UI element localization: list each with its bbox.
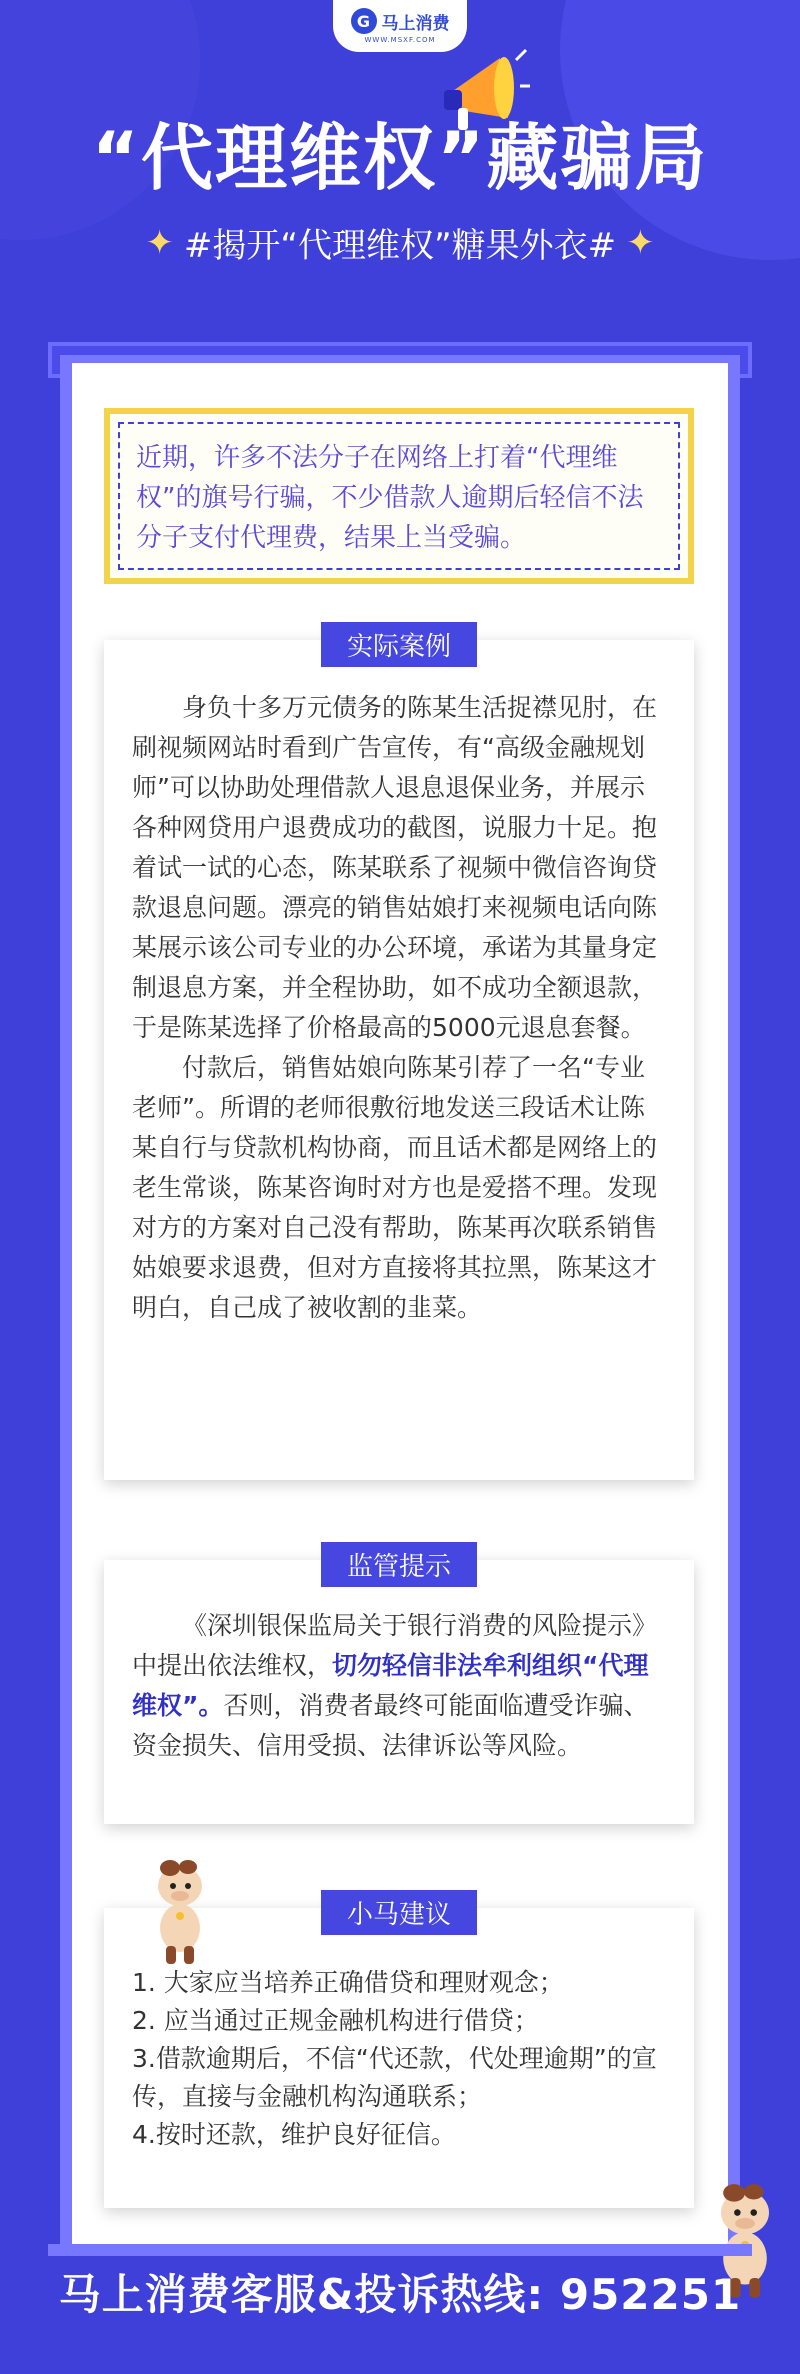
brand-url: WWW.MSXF.COM	[364, 36, 436, 44]
regulatory-section	[104, 1552, 694, 1824]
advice-item: 3.借款逾期后，不信“代还款，代处理逾期”的宣传，直接与金融机构沟通联系；	[132, 2044, 657, 2111]
case-section-tag: 实际案例	[321, 622, 477, 667]
case-paragraph: 付款后，销售姑娘向陈某引荐了一名“专业老师”。所谓的老师很敷衍地发送三段话术让陈某自行与贷款机构协商，而且话术都是网络上的老生常谈，陈某咨询时对方也是爱搭不理。发现对方的方案对自己没有帮助，陈某再次联系销售姑娘要求退费，但对方直接将其拉黑，陈某这才明白，自己成了被收割的韭菜。	[132, 1053, 658, 1322]
sparkle-star-icon: ✦	[626, 222, 655, 263]
regulatory-text	[132, 1606, 666, 1766]
advice-item: 4.按时还款，维护良好征信。	[132, 2120, 456, 2149]
regulatory-text-after: 否则，消费者最终可能面临遭受诈骗、资金损失、信用受损、法律诉讼等风险。	[132, 1691, 649, 1760]
advice-section-tag: 小马建议	[321, 1890, 477, 1935]
case-section	[104, 632, 694, 1480]
brand-logo-icon: G	[351, 8, 377, 34]
advice-item: 1. 大家应当培养正确借贷和理财观念；	[132, 1968, 564, 1997]
regulatory-section-tag: 监管提示	[321, 1542, 477, 1587]
advice-item: 2. 应当通过正规金融机构进行借贷；	[132, 2006, 539, 2035]
horse-mascot-icon	[140, 1858, 220, 1968]
page-subtitle	[0, 218, 800, 267]
sparkle-star-icon: ✦	[145, 222, 174, 263]
brand-name: 马上消费	[381, 13, 450, 34]
content-frame-bottom	[48, 2244, 752, 2256]
hotline-footer: 马上消费客服&投诉热线: 952251	[58, 2270, 742, 2319]
regulatory-text-before: 《深圳银保监局关于银行消费的风险提示》中提出依法维权，	[132, 1611, 658, 1680]
intro-notice-text: 近期，许多不法分子在网络上打着“代理维权”的旗号行骗，不少借款人逾期后轻信不法分子支付代理费，结果上当受骗。	[118, 422, 680, 570]
regulatory-highlight: 切勿轻信非法牟利组织“代理维权”。	[132, 1651, 649, 1720]
subtitle-text: #揭开“代理维权”糖果外衣#	[183, 226, 617, 266]
case-paragraph: 身负十多万元债务的陈某生活捉襟见肘，在刷视频网站时看到广告宣传，有“高级金融规划师”可以协助处理借款人退息退保业务，并展示各种网贷用户退费成功的截图，说服力十足。抱着试一试的心态，陈某联系了视频中微信咨询贷款退息问题。漂亮的销售姑娘打来视频电话向陈某展示该公司专业的办公环境，承诺为其量身定制退息方案，并全程协助，如不成功全额退款，于是陈某选择了价格最高的5000元退息套餐。	[132, 693, 658, 1042]
intro-notice	[104, 408, 694, 584]
page-title: “代理维权”藏骗局	[91, 116, 709, 200]
